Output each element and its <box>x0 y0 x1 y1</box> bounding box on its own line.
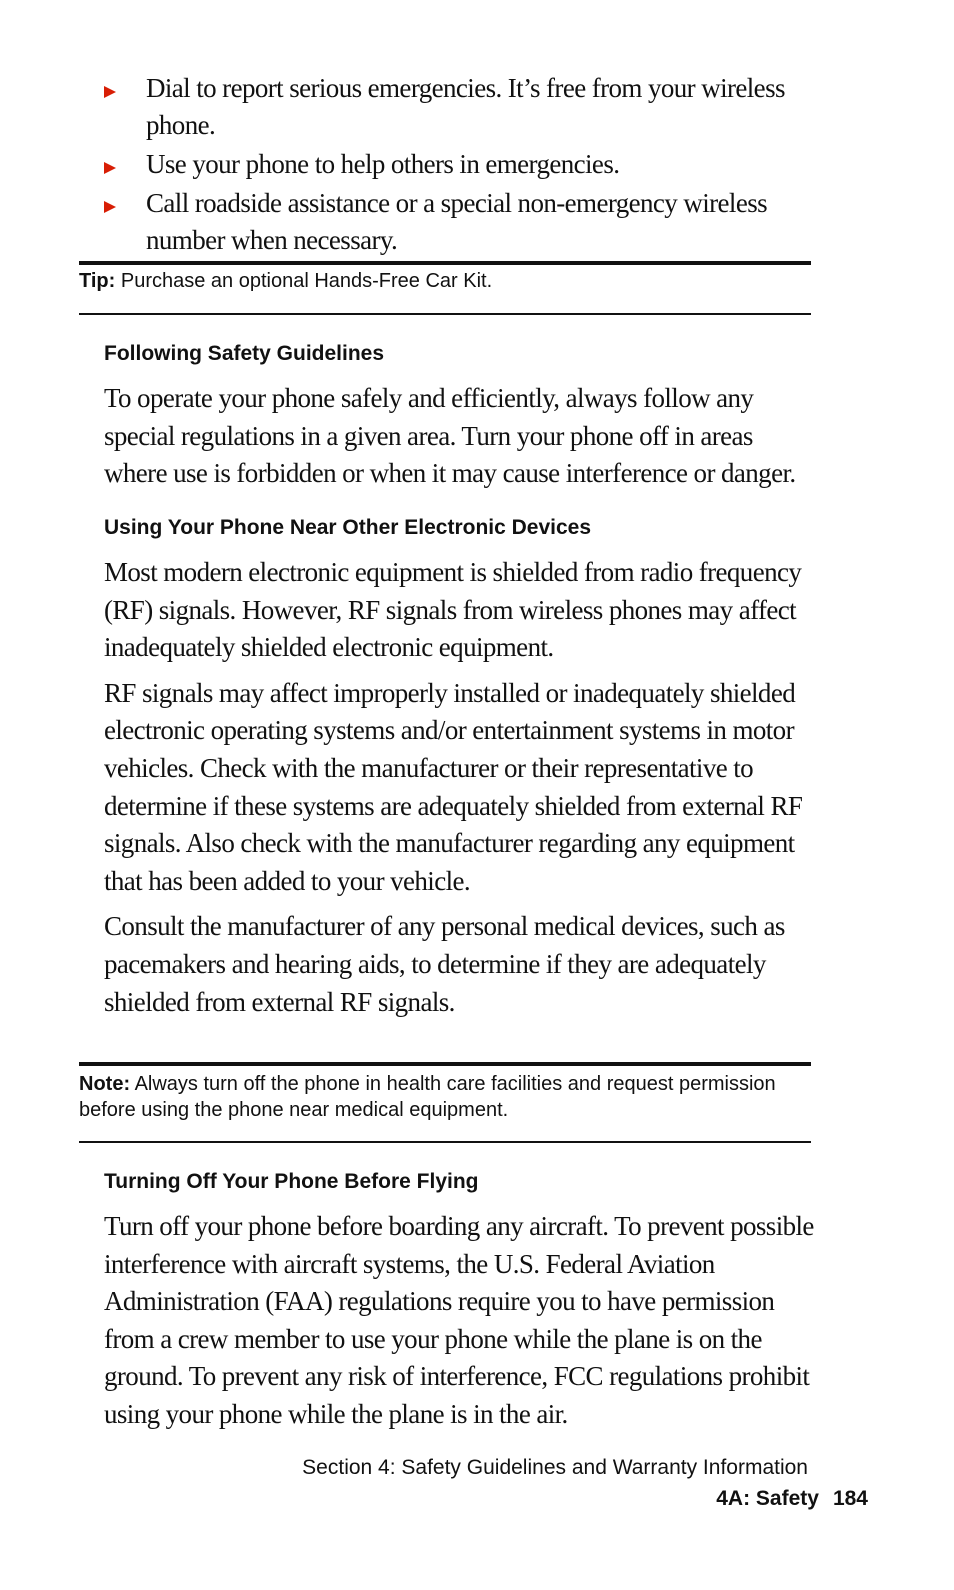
list-item <box>104 146 824 183</box>
note-bottom-rule <box>79 1141 811 1143</box>
list-item <box>104 185 824 259</box>
tip-top-rule <box>79 261 811 265</box>
bullet-text: Call roadside assistance or a special non-emergency wireless number when necessary. <box>146 188 768 255</box>
tip-callout <box>79 268 811 294</box>
section-heading: Using Your Phone Near Other Electronic Devices <box>104 516 592 539</box>
paragraph: Most modern electronic equipment is shielded from radio frequency (RF) signals. However, RF signals from wireless phones may affect inadequately shielded electronic equipment. <box>104 557 802 663</box>
triangle-bullet-icon <box>104 86 116 98</box>
section-heading: Following Safety Guidelines <box>104 342 385 365</box>
paragraph: Consult the manufacturer of any personal medical devices, such as pacemakers and hearing aids, to determine if they are adequately shielded from external RF signals. <box>104 911 785 1017</box>
bullet-text: Dial to report serious emergencies. It’s free from your wireless phone. <box>146 73 785 140</box>
paragraph: To operate your phone safely and efficiently, always follow any special regulations in a given area. Turn your phone off in areas where use is forbidden or when it may cause interference or danger. <box>104 383 796 489</box>
footer-chapter: 4A: Safety <box>716 1487 819 1510</box>
triangle-bullet-icon <box>104 162 116 174</box>
paragraph: RF signals may affect improperly installed or inadequately shielded electronic operating systems and/or entertainment systems in motor vehicles. Check with the manufacturer or their representative to determine if these systems are adequately shielded from external RF signals. Also check with the manufacturer regarding any equipment that has been added to your vehicle. <box>104 677 803 896</box>
paragraph: Turn off your phone before boarding any aircraft. To prevent possible interference with aircraft systems, the U.S. Federal Aviation Administration (FAA) regulations require you to have permission from a crew member to use your phone while the plane is on the ground. To prevent any risk of interference, FCC regulations prohibit using your phone while the plane is in the air. <box>104 1211 814 1429</box>
note-top-rule <box>79 1062 811 1066</box>
note-text: Always turn off the phone in health care facilities and request permission before using the phone near medical equipment. <box>79 1073 776 1121</box>
triangle-bullet-icon <box>104 201 116 213</box>
section-following-safety <box>104 340 814 501</box>
list-item <box>104 70 824 144</box>
tip-label: Tip: <box>79 270 116 292</box>
section-heading: Turning Off Your Phone Before Flying <box>104 1170 479 1193</box>
tip-bottom-rule <box>79 313 811 315</box>
section-electronic-devices <box>104 514 814 1029</box>
bullet-text: Use your phone to help others in emergencies. <box>146 149 620 179</box>
note-callout <box>79 1071 811 1123</box>
page-number: 184 <box>832 1487 868 1510</box>
tip-text: Purchase an optional Hands-Free Car Kit. <box>120 270 493 292</box>
bullet-list <box>104 70 824 261</box>
footer-section-title: Section 4: Safety Guidelines and Warranty Information <box>302 1456 808 1479</box>
section-before-flying <box>104 1168 814 1442</box>
note-label: Note: <box>79 1073 131 1095</box>
footer-page-info <box>716 1485 868 1513</box>
